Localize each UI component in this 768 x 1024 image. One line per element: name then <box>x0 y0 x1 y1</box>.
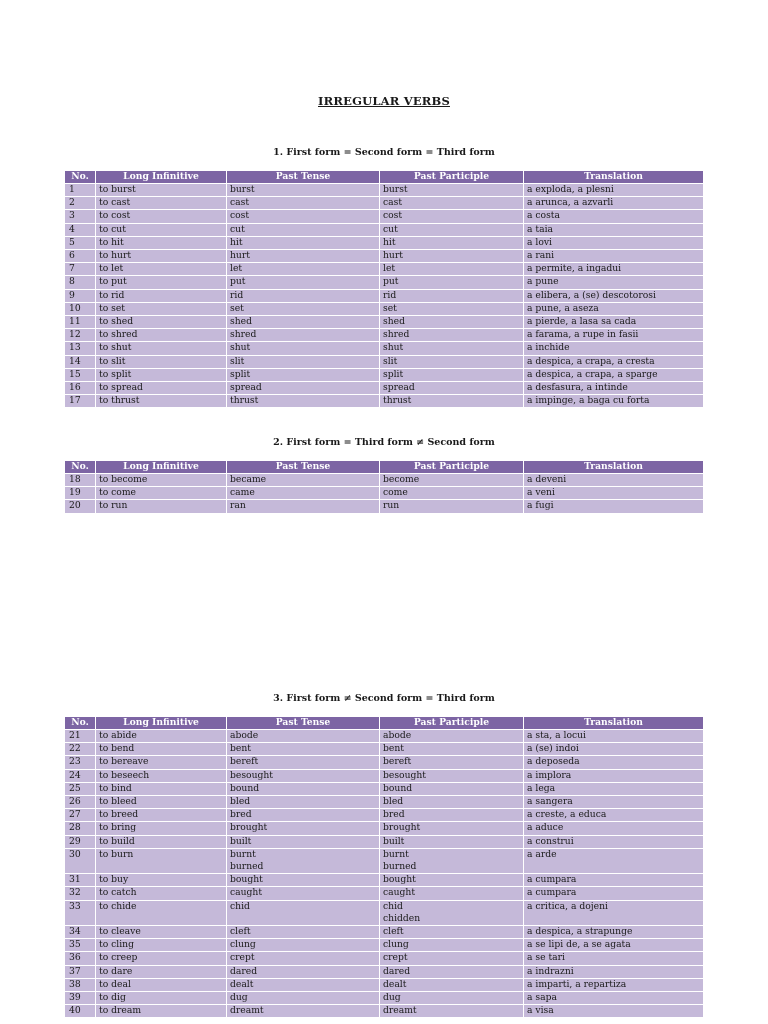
past-tense-cell: cast <box>227 197 380 210</box>
table-row <box>65 500 704 513</box>
table-row <box>65 329 704 342</box>
table-row <box>65 848 704 873</box>
table-row <box>65 487 704 500</box>
past-participle-cell <box>380 848 524 873</box>
past-participle-cell: cast <box>380 197 524 210</box>
row-number: 2 <box>65 197 96 210</box>
translation-cell: a fugi <box>524 500 704 513</box>
past-participle-cell: built <box>380 835 524 848</box>
long-infinitive-cell: to come <box>96 487 227 500</box>
table-row <box>65 316 704 329</box>
past-tense-cell: cost <box>227 210 380 223</box>
translation-cell: a imparti, a repartiza <box>524 978 704 991</box>
table-row <box>65 223 704 236</box>
row-number: 35 <box>65 939 96 952</box>
table-row <box>65 887 704 900</box>
column-header-no: No. <box>65 171 96 184</box>
table-row <box>65 809 704 822</box>
past-participle-cell: bred <box>380 809 524 822</box>
past-participle-cell: shred <box>380 329 524 342</box>
past-participle-cell: cut <box>380 223 524 236</box>
long-infinitive-cell: to cut <box>96 223 227 236</box>
table-row <box>65 978 704 991</box>
past-tense-cell: became <box>227 474 380 487</box>
translation-cell: a aduce <box>524 822 704 835</box>
column-header-past-participle: Past Participle <box>380 171 524 184</box>
translation-cell: a lega <box>524 782 704 795</box>
long-infinitive-cell: to catch <box>96 887 227 900</box>
column-header-no: No. <box>65 717 96 730</box>
long-infinitive-cell: to build <box>96 835 227 848</box>
row-number: 26 <box>65 796 96 809</box>
past-participle-cell: bereft <box>380 756 524 769</box>
long-infinitive-cell: to shut <box>96 342 227 355</box>
column-header-past-participle: Past Participle <box>380 717 524 730</box>
past-participle-cell: spread <box>380 382 524 395</box>
long-infinitive-cell: to rid <box>96 289 227 302</box>
table-row <box>65 342 704 355</box>
translation-cell: a despica, a crapa, a cresta <box>524 355 704 368</box>
row-number: 13 <box>65 342 96 355</box>
translation-cell: a taia <box>524 223 704 236</box>
table-row <box>65 965 704 978</box>
table-row <box>65 743 704 756</box>
past-participle-cell: hurt <box>380 250 524 263</box>
translation-cell: a sta, a locui <box>524 730 704 743</box>
translation-cell: a cumpara <box>524 887 704 900</box>
translation-cell: a indrazni <box>524 965 704 978</box>
past-tense-cell: slit <box>227 355 380 368</box>
table-row <box>65 822 704 835</box>
table-row <box>65 184 704 197</box>
past-participle-cell: set <box>380 302 524 315</box>
translation-cell: a visa <box>524 1005 704 1018</box>
past-participle-cell: split <box>380 368 524 381</box>
long-infinitive-cell: to burn <box>96 848 227 873</box>
row-number: 14 <box>65 355 96 368</box>
long-infinitive-cell: to thrust <box>96 395 227 408</box>
section-heading-3: 3. First form ≠ Second form = Third form <box>273 693 495 704</box>
table-header-row <box>65 717 704 730</box>
row-number: 17 <box>65 395 96 408</box>
row-number: 23 <box>65 756 96 769</box>
long-infinitive-cell: to dare <box>96 965 227 978</box>
past-participle-cell: besought <box>380 769 524 782</box>
past-tense-cell: came <box>227 487 380 500</box>
long-infinitive-cell: to split <box>96 368 227 381</box>
table-row <box>65 900 704 925</box>
past-tense-cell: split <box>227 368 380 381</box>
column-header-translation: Translation <box>524 171 704 184</box>
translation-cell: a sangera <box>524 796 704 809</box>
past-tense-cell: spread <box>227 382 380 395</box>
past-participle-cell: come <box>380 487 524 500</box>
row-number: 33 <box>65 900 96 925</box>
row-number: 38 <box>65 978 96 991</box>
past-tense-cell: bound <box>227 782 380 795</box>
column-header-long-infinitive: Long Infinitive <box>96 461 227 474</box>
past-participle-cell: burst <box>380 184 524 197</box>
row-number: 1 <box>65 184 96 197</box>
long-infinitive-cell: to abide <box>96 730 227 743</box>
long-infinitive-cell: to bring <box>96 822 227 835</box>
past-tense-cell: let <box>227 263 380 276</box>
translation-cell: a exploda, a plesni <box>524 184 704 197</box>
row-number: 19 <box>65 487 96 500</box>
translation-cell: a impinge, a baga cu forta <box>524 395 704 408</box>
table-row <box>65 874 704 887</box>
past-tense-cell: rid <box>227 289 380 302</box>
long-infinitive-cell: to set <box>96 302 227 315</box>
past-participle-cell: bound <box>380 782 524 795</box>
table-row <box>65 939 704 952</box>
past-participle-cell: dreamt <box>380 1005 524 1018</box>
translation-cell: a (se) indoi <box>524 743 704 756</box>
column-header-translation: Translation <box>524 717 704 730</box>
past-tense-cell: hit <box>227 236 380 249</box>
long-infinitive-cell: to bend <box>96 743 227 756</box>
long-infinitive-cell: to become <box>96 474 227 487</box>
long-infinitive-cell: to slit <box>96 355 227 368</box>
long-infinitive-cell: to buy <box>96 874 227 887</box>
translation-cell: a se tari <box>524 952 704 965</box>
past-participle-cell: bled <box>380 796 524 809</box>
past-participle-cell: shed <box>380 316 524 329</box>
past-tense-cell: chid <box>227 900 380 925</box>
cell-line: chidden <box>383 912 421 924</box>
long-infinitive-cell: to spread <box>96 382 227 395</box>
row-number: 22 <box>65 743 96 756</box>
table-row <box>65 210 704 223</box>
long-infinitive-cell: to cost <box>96 210 227 223</box>
table-row <box>65 782 704 795</box>
long-infinitive-cell: to hurt <box>96 250 227 263</box>
past-participle-cell: let <box>380 263 524 276</box>
table-row <box>65 236 704 249</box>
document-title: IRREGULAR VERBS <box>318 94 450 108</box>
row-number: 39 <box>65 992 96 1005</box>
row-number: 18 <box>65 474 96 487</box>
past-tense-cell: bred <box>227 809 380 822</box>
translation-cell: a arunca, a azvarli <box>524 197 704 210</box>
long-infinitive-cell: to cleave <box>96 926 227 939</box>
column-header-translation: Translation <box>524 461 704 474</box>
translation-cell: a cumpara <box>524 874 704 887</box>
row-number: 30 <box>65 848 96 873</box>
long-infinitive-cell: to cast <box>96 197 227 210</box>
table-row <box>65 474 704 487</box>
past-participle-cell: thrust <box>380 395 524 408</box>
table-row <box>65 952 704 965</box>
column-header-past-tense: Past Tense <box>227 171 380 184</box>
past-tense-cell: bought <box>227 874 380 887</box>
past-participle-cell: dared <box>380 965 524 978</box>
past-tense-cell: built <box>227 835 380 848</box>
translation-cell: a elibera, a (se) descotorosi <box>524 289 704 302</box>
cell-line: burnt <box>383 848 409 860</box>
past-tense-cell: bereft <box>227 756 380 769</box>
translation-cell: a pierde, a lasa sa cada <box>524 316 704 329</box>
row-number: 32 <box>65 887 96 900</box>
translation-cell: a arde <box>524 848 704 873</box>
past-tense-cell: dared <box>227 965 380 978</box>
past-tense-cell: burst <box>227 184 380 197</box>
long-infinitive-cell: to bereave <box>96 756 227 769</box>
translation-cell: a pune, a aseza <box>524 302 704 315</box>
past-participle-cell: put <box>380 276 524 289</box>
translation-cell: a pune <box>524 276 704 289</box>
translation-cell: a creste, a educa <box>524 809 704 822</box>
table-row <box>65 355 704 368</box>
long-infinitive-cell: to breed <box>96 809 227 822</box>
long-infinitive-cell: to beseech <box>96 769 227 782</box>
column-header-past-tense: Past Tense <box>227 717 380 730</box>
translation-cell: a rani <box>524 250 704 263</box>
table-row <box>65 730 704 743</box>
long-infinitive-cell: to hit <box>96 236 227 249</box>
translation-cell: a construi <box>524 835 704 848</box>
row-number: 37 <box>65 965 96 978</box>
past-tense-cell: clung <box>227 939 380 952</box>
cell-line: burned <box>383 861 417 873</box>
long-infinitive-cell: to dream <box>96 1005 227 1018</box>
row-number: 5 <box>65 236 96 249</box>
translation-cell: a farama, a rupe in fasii <box>524 329 704 342</box>
translation-cell: a costa <box>524 210 704 223</box>
table-row <box>65 992 704 1005</box>
past-tense-cell: bled <box>227 796 380 809</box>
past-tense-cell: shed <box>227 316 380 329</box>
row-number: 24 <box>65 769 96 782</box>
row-number: 7 <box>65 263 96 276</box>
row-number: 27 <box>65 809 96 822</box>
translation-cell: a deposeda <box>524 756 704 769</box>
past-tense-cell <box>227 848 380 873</box>
past-tense-cell: cut <box>227 223 380 236</box>
translation-cell: a critica, a dojeni <box>524 900 704 925</box>
translation-cell: a permite, a ingadui <box>524 263 704 276</box>
long-infinitive-cell: to burst <box>96 184 227 197</box>
table-row <box>65 382 704 395</box>
column-header-no: No. <box>65 461 96 474</box>
past-tense-cell: besought <box>227 769 380 782</box>
table-row <box>65 1005 704 1018</box>
table-row <box>65 835 704 848</box>
row-number: 10 <box>65 302 96 315</box>
past-participle-cell: clung <box>380 939 524 952</box>
translation-cell: a despica, a crapa, a sparge <box>524 368 704 381</box>
translation-cell: a veni <box>524 487 704 500</box>
column-header-past-participle: Past Participle <box>380 461 524 474</box>
past-tense-cell: brought <box>227 822 380 835</box>
long-infinitive-cell: to chide <box>96 900 227 925</box>
table-row <box>65 276 704 289</box>
row-number: 21 <box>65 730 96 743</box>
past-participle-cell: bent <box>380 743 524 756</box>
past-tense-cell: set <box>227 302 380 315</box>
cell-line: chid <box>383 900 403 912</box>
row-number: 12 <box>65 329 96 342</box>
table-row <box>65 796 704 809</box>
translation-cell: a se lipi de, a se agata <box>524 939 704 952</box>
column-header-long-infinitive: Long Infinitive <box>96 717 227 730</box>
past-participle-cell: bought <box>380 874 524 887</box>
row-number: 9 <box>65 289 96 302</box>
past-tense-cell: cleft <box>227 926 380 939</box>
past-tense-cell: dreamt <box>227 1005 380 1018</box>
long-infinitive-cell: to put <box>96 276 227 289</box>
past-participle-cell: dug <box>380 992 524 1005</box>
past-participle-cell: shut <box>380 342 524 355</box>
section-heading-2: 2. First form = Third form ≠ Second form <box>273 437 495 448</box>
row-number: 25 <box>65 782 96 795</box>
long-infinitive-cell: to bleed <box>96 796 227 809</box>
row-number: 34 <box>65 926 96 939</box>
past-tense-cell: ran <box>227 500 380 513</box>
long-infinitive-cell: to cling <box>96 939 227 952</box>
past-tense-cell: put <box>227 276 380 289</box>
row-number: 40 <box>65 1005 96 1018</box>
row-number: 36 <box>65 952 96 965</box>
past-tense-cell: dealt <box>227 978 380 991</box>
row-number: 31 <box>65 874 96 887</box>
table-row <box>65 302 704 315</box>
row-number: 20 <box>65 500 96 513</box>
translation-cell: a sapa <box>524 992 704 1005</box>
past-participle-cell: cost <box>380 210 524 223</box>
past-tense-cell: crept <box>227 952 380 965</box>
table-row <box>65 395 704 408</box>
column-header-long-infinitive: Long Infinitive <box>96 171 227 184</box>
row-number: 8 <box>65 276 96 289</box>
past-participle-cell: slit <box>380 355 524 368</box>
past-participle-cell: rid <box>380 289 524 302</box>
long-infinitive-cell: to shred <box>96 329 227 342</box>
long-infinitive-cell: to dig <box>96 992 227 1005</box>
past-tense-cell: thrust <box>227 395 380 408</box>
table-row <box>65 197 704 210</box>
past-tense-cell: caught <box>227 887 380 900</box>
long-infinitive-cell: to bind <box>96 782 227 795</box>
past-participle-cell: cleft <box>380 926 524 939</box>
table-header-row <box>65 461 704 474</box>
table-row <box>65 756 704 769</box>
verbs-table-1 <box>64 170 704 408</box>
cell-line: burned <box>230 861 264 873</box>
long-infinitive-cell: to deal <box>96 978 227 991</box>
translation-cell: a desfasura, a intinde <box>524 382 704 395</box>
table-row <box>65 368 704 381</box>
row-number: 16 <box>65 382 96 395</box>
past-participle-cell: dealt <box>380 978 524 991</box>
row-number: 28 <box>65 822 96 835</box>
table-header-row <box>65 171 704 184</box>
past-participle-cell: become <box>380 474 524 487</box>
cell-line: burnt <box>230 848 256 860</box>
section-heading-1: 1. First form = Second form = Third form <box>273 147 495 158</box>
long-infinitive-cell: to let <box>96 263 227 276</box>
past-participle-cell: hit <box>380 236 524 249</box>
past-tense-cell: shut <box>227 342 380 355</box>
past-tense-cell: hurt <box>227 250 380 263</box>
row-number: 11 <box>65 316 96 329</box>
long-infinitive-cell: to creep <box>96 952 227 965</box>
past-participle-cell: abode <box>380 730 524 743</box>
table-row <box>65 769 704 782</box>
past-tense-cell: bent <box>227 743 380 756</box>
translation-cell: a deveni <box>524 474 704 487</box>
column-header-past-tense: Past Tense <box>227 461 380 474</box>
past-participle-cell: caught <box>380 887 524 900</box>
long-infinitive-cell: to run <box>96 500 227 513</box>
row-number: 4 <box>65 223 96 236</box>
row-number: 3 <box>65 210 96 223</box>
past-participle-cell: run <box>380 500 524 513</box>
past-participle-cell: brought <box>380 822 524 835</box>
translation-cell: a implora <box>524 769 704 782</box>
long-infinitive-cell: to shed <box>96 316 227 329</box>
past-tense-cell: dug <box>227 992 380 1005</box>
past-participle-cell: crept <box>380 952 524 965</box>
row-number: 15 <box>65 368 96 381</box>
row-number: 29 <box>65 835 96 848</box>
past-tense-cell: abode <box>227 730 380 743</box>
translation-cell: a lovi <box>524 236 704 249</box>
table-row <box>65 263 704 276</box>
row-number: 6 <box>65 250 96 263</box>
verbs-table-2 <box>64 460 704 514</box>
translation-cell: a despica, a strapunge <box>524 926 704 939</box>
verbs-table-3 <box>64 716 704 1018</box>
past-participle-cell <box>380 900 524 925</box>
past-tense-cell: shred <box>227 329 380 342</box>
table-row <box>65 289 704 302</box>
table-row <box>65 926 704 939</box>
translation-cell: a inchide <box>524 342 704 355</box>
table-row <box>65 250 704 263</box>
